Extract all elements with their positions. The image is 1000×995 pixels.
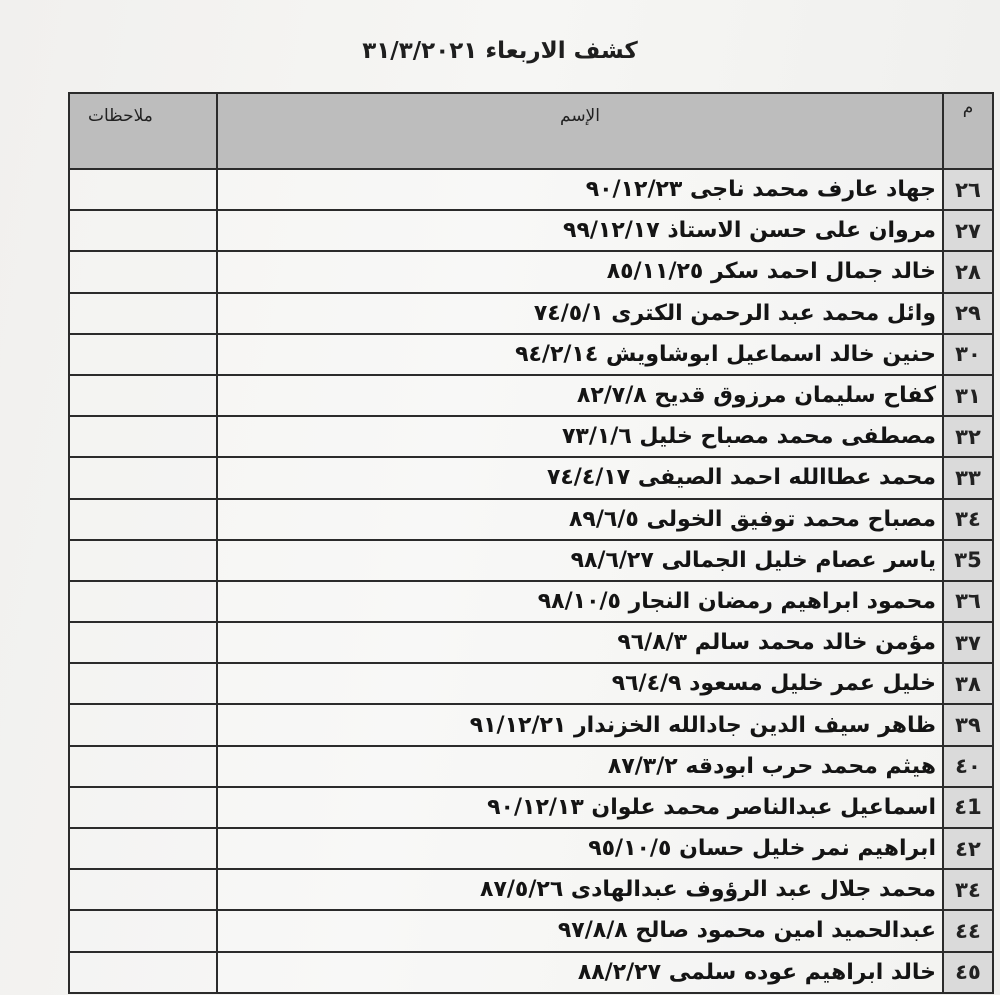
row-notes — [69, 622, 217, 663]
row-notes — [69, 169, 217, 210]
table-row — [69, 910, 993, 951]
row-name: مؤمن خالد محمد سالم ٩٦/٨/٣ — [217, 622, 943, 663]
row-notes — [69, 457, 217, 498]
row-notes — [69, 581, 217, 622]
row-notes — [69, 869, 217, 910]
row-number: ٤٥ — [943, 952, 993, 993]
row-notes — [69, 499, 217, 540]
table-row — [69, 416, 993, 457]
table-row — [69, 210, 993, 251]
table-row — [69, 869, 993, 910]
table-row — [69, 540, 993, 581]
row-number: ٣٩ — [943, 704, 993, 745]
row-notes — [69, 375, 217, 416]
row-number: ٣٣ — [943, 457, 993, 498]
row-number: ٤1 — [943, 787, 993, 828]
row-name: مروان على حسن الاستاذ ٩٩/١٢/١٧ — [217, 210, 943, 251]
row-number: ٣٤ — [943, 499, 993, 540]
row-notes — [69, 334, 217, 375]
table-row — [69, 169, 993, 210]
row-number: ٢٦ — [943, 169, 993, 210]
names-table — [68, 92, 994, 994]
table-row — [69, 457, 993, 498]
row-name: حنين خالد اسماعيل ابوشاويش ٩٤/٢/١٤ — [217, 334, 943, 375]
table-body — [69, 169, 993, 993]
row-number: ٣٨ — [943, 663, 993, 704]
row-name: محمد جلال عبد الرؤوف عبدالهادى ٨٧/٥/٢٦ — [217, 869, 943, 910]
table-header-row — [69, 93, 993, 169]
row-name: كفاح سليمان مرزوق قديح ٨٢/٧/٨ — [217, 375, 943, 416]
row-name: خليل عمر خليل مسعود ٩٦/٤/٩ — [217, 663, 943, 704]
row-number: ٣٢ — [943, 416, 993, 457]
page-title: كشف الاربعاء ٣١/٣/٢٠٢١ — [362, 38, 638, 64]
table-row — [69, 746, 993, 787]
header-name: الإسم — [217, 93, 943, 169]
row-notes — [69, 251, 217, 292]
table-row — [69, 622, 993, 663]
row-number: ٣5 — [943, 540, 993, 581]
row-name: اسماعيل عبدالناصر محمد علوان ٩٠/١٢/١٣ — [217, 787, 943, 828]
row-name: مصطفى محمد مصباح خليل ٧٣/١/٦ — [217, 416, 943, 457]
row-number: ٢٩ — [943, 293, 993, 334]
row-name: عبدالحميد امين محمود صالح ٩٧/٨/٨ — [217, 910, 943, 951]
table-row — [69, 581, 993, 622]
table-row — [69, 293, 993, 334]
row-number: ٣١ — [943, 375, 993, 416]
row-notes — [69, 540, 217, 581]
table-row — [69, 787, 993, 828]
row-name: ابراهيم نمر خليل حسان ٩٥/١٠/٥ — [217, 828, 943, 869]
header-notes: ملاحظات — [69, 93, 217, 169]
row-notes — [69, 746, 217, 787]
row-number: ٤٠ — [943, 746, 993, 787]
row-name: هيثم محمد حرب ابودقه ٨٧/٣/٢ — [217, 746, 943, 787]
table-row — [69, 704, 993, 745]
row-name: محمد عطاالله احمد الصيفى ٧٤/٤/١٧ — [217, 457, 943, 498]
row-notes — [69, 910, 217, 951]
row-notes — [69, 293, 217, 334]
table-row — [69, 952, 993, 993]
header-number: م — [943, 93, 993, 169]
row-name: ياسر عصام خليل الجمالى ٩٨/٦/٢٧ — [217, 540, 943, 581]
row-name: خالد جمال احمد سكر ٨٥/١١/٢٥ — [217, 251, 943, 292]
row-number: ٢٧ — [943, 210, 993, 251]
row-name: وائل محمد عبد الرحمن الكترى ٧٤/٥/١ — [217, 293, 943, 334]
row-notes — [69, 416, 217, 457]
row-number: ٤٢ — [943, 828, 993, 869]
row-notes — [69, 663, 217, 704]
row-notes — [69, 952, 217, 993]
table-row — [69, 828, 993, 869]
row-notes — [69, 828, 217, 869]
row-number: ٣٠ — [943, 334, 993, 375]
row-number: ٣٦ — [943, 581, 993, 622]
row-notes — [69, 210, 217, 251]
row-notes — [69, 704, 217, 745]
row-number: ٢٨ — [943, 251, 993, 292]
table-row — [69, 251, 993, 292]
row-name: محمود ابراهيم رمضان النجار ٩٨/١٠/٥ — [217, 581, 943, 622]
table-row — [69, 663, 993, 704]
row-name: جهاد عارف محمد ناجى ٩٠/١٢/٢٣ — [217, 169, 943, 210]
row-name: مصباح محمد توفيق الخولى ٨٩/٦/٥ — [217, 499, 943, 540]
row-name: ظاهر سيف الدين جادالله الخزندار ٩١/١٢/٢١ — [217, 704, 943, 745]
row-notes — [69, 787, 217, 828]
table-row — [69, 375, 993, 416]
row-name: خالد ابراهيم عوده سلمى ٨٨/٢/٢٧ — [217, 952, 943, 993]
table-row — [69, 499, 993, 540]
table-row — [69, 334, 993, 375]
row-number: ٣٧ — [943, 622, 993, 663]
row-number: ٣٤ — [943, 869, 993, 910]
row-number: ٤٤ — [943, 910, 993, 951]
